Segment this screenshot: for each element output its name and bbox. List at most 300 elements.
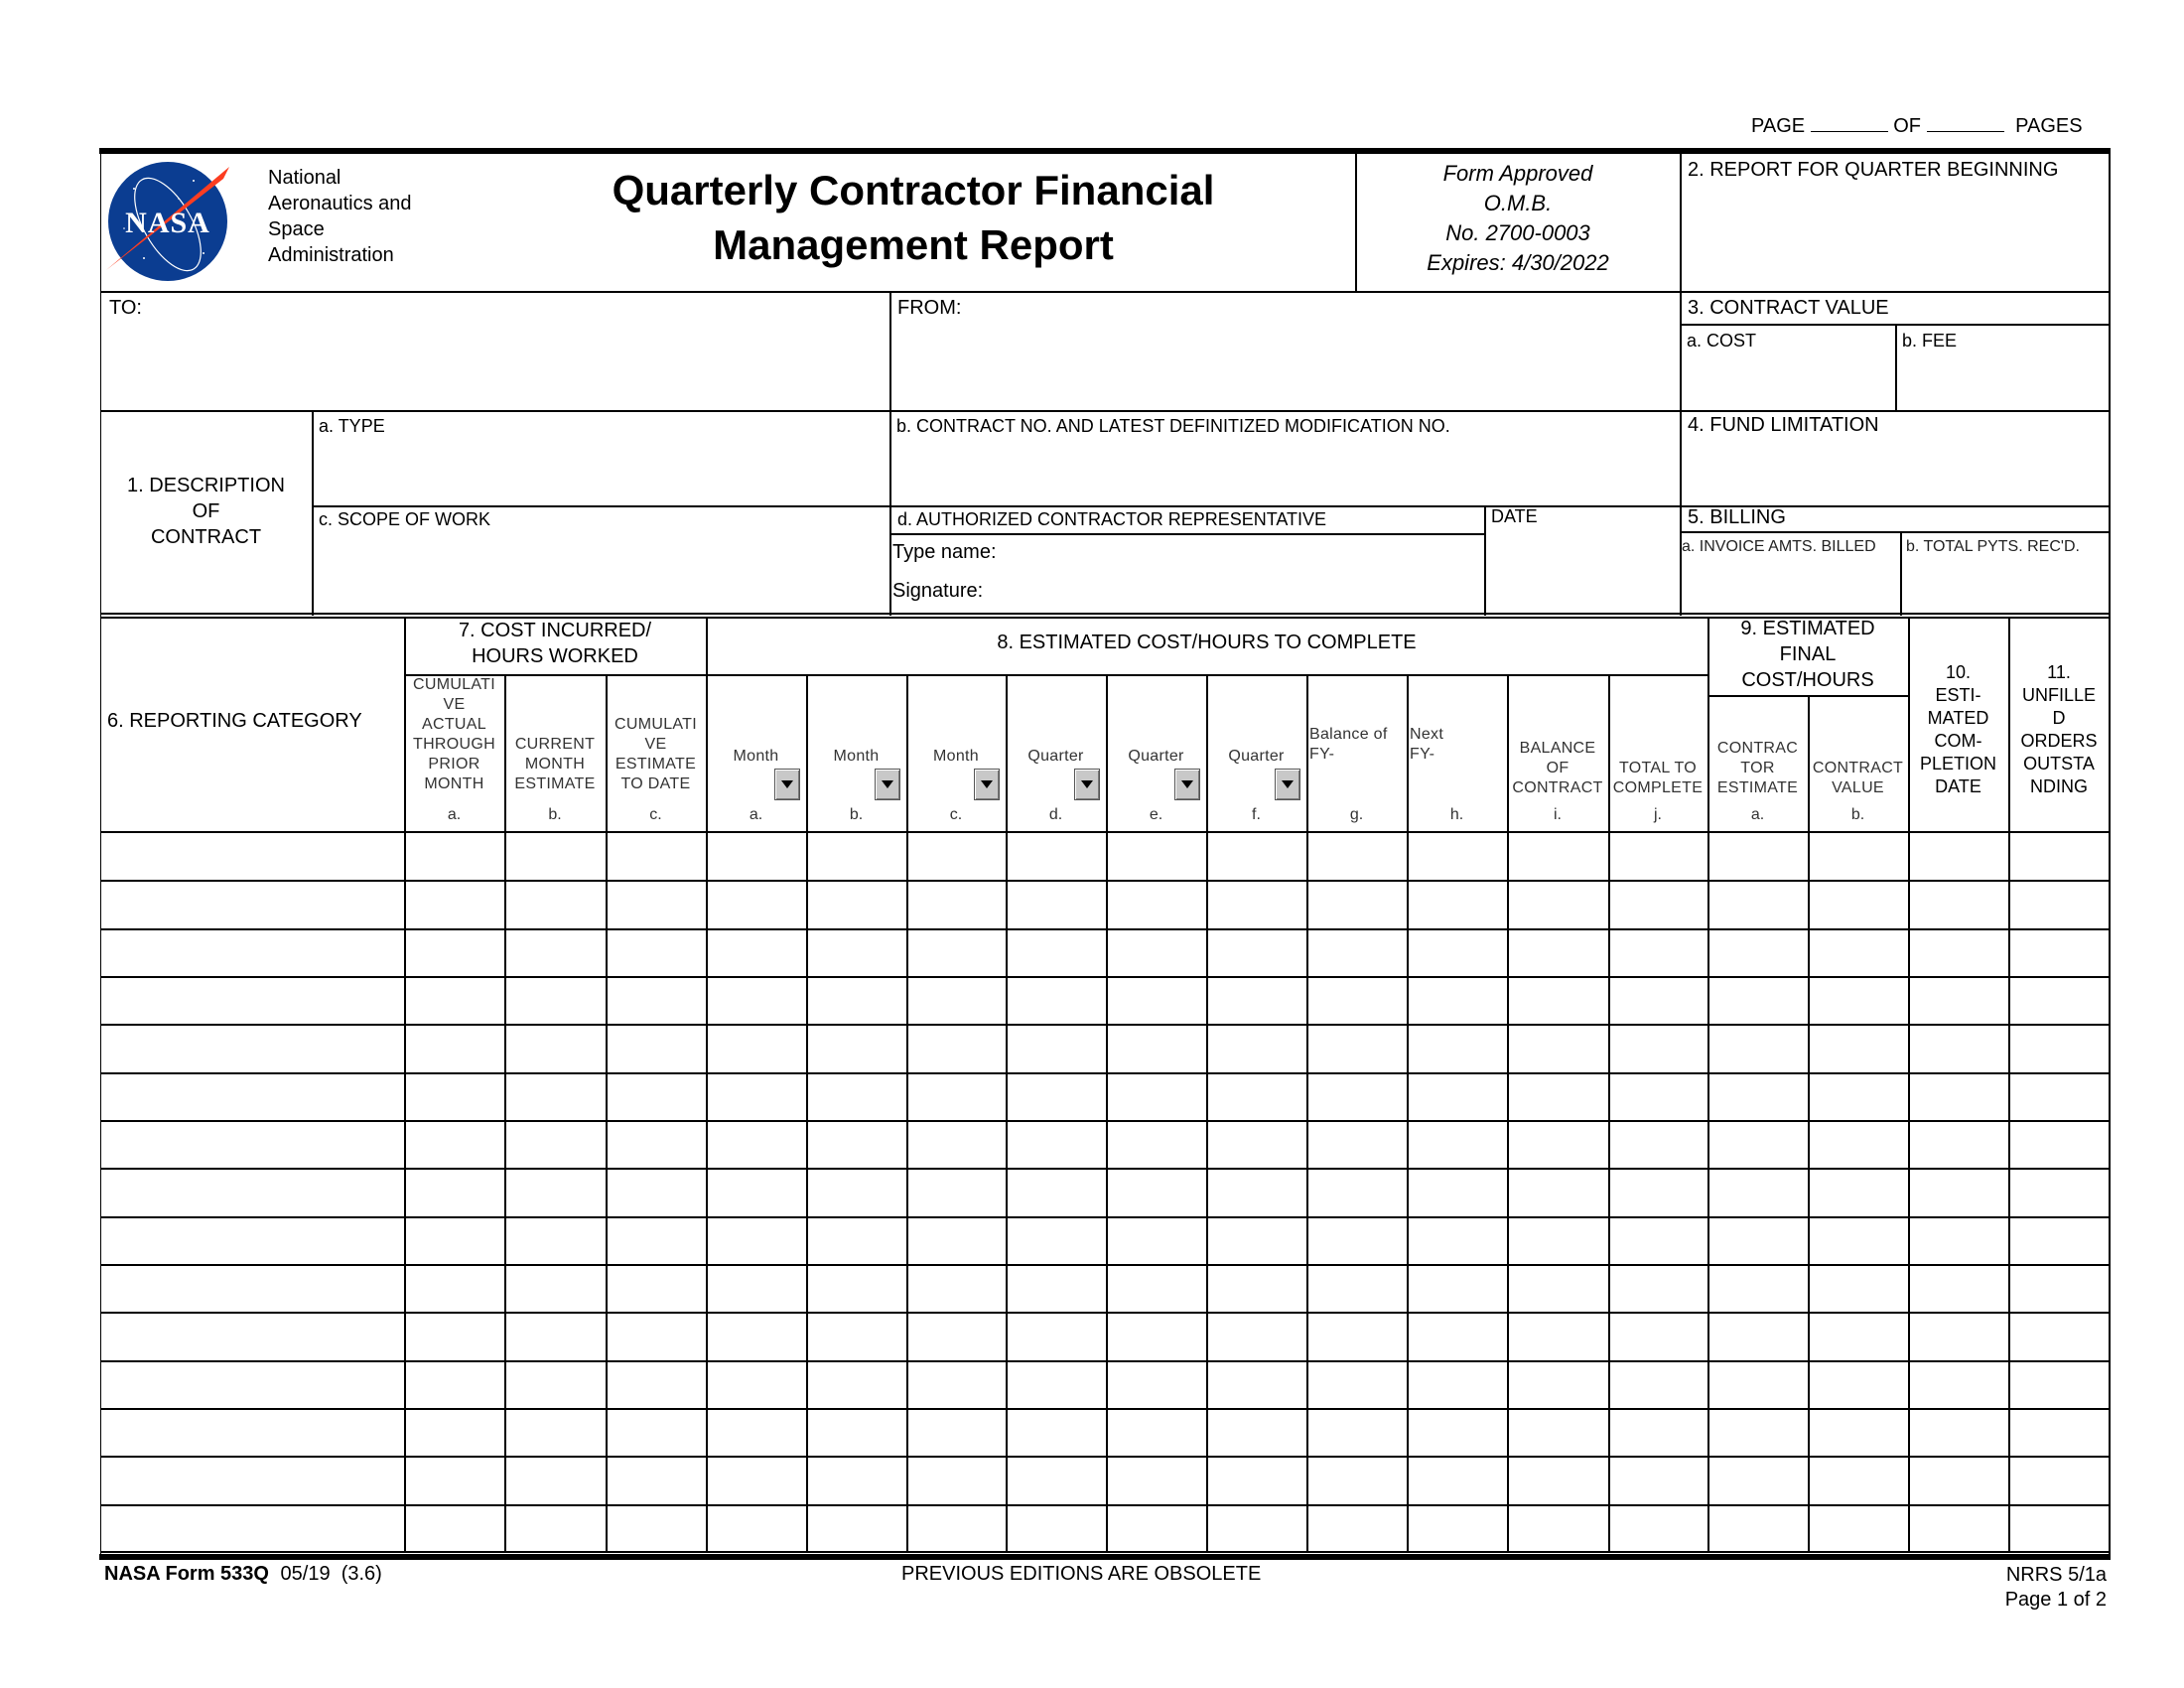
table-cell[interactable] [2008, 1408, 2110, 1456]
table-cell[interactable] [1808, 928, 1908, 976]
table-cell[interactable] [1006, 1408, 1106, 1456]
reporting-category-cell[interactable] [100, 1072, 404, 1120]
col10-line: 10. [1945, 662, 1972, 682]
table-cell[interactable] [706, 1456, 806, 1504]
table-cell[interactable] [1106, 1312, 1206, 1360]
table-cell[interactable] [606, 1168, 706, 1216]
table-cell[interactable] [706, 1264, 806, 1312]
table-cell[interactable] [1608, 976, 1707, 1024]
table-cell[interactable] [404, 1168, 504, 1216]
table-cell[interactable] [1608, 1408, 1707, 1456]
table-cell[interactable] [1908, 1072, 2008, 1120]
table-cell[interactable] [504, 1264, 606, 1312]
table-cell[interactable] [1608, 1504, 1707, 1552]
subheader-label: Next FY- [1410, 726, 1444, 763]
table-cell[interactable] [706, 1024, 806, 1072]
table-cell[interactable] [404, 1024, 504, 1072]
table-cell[interactable] [1507, 1312, 1608, 1360]
table-cell[interactable] [1908, 1456, 2008, 1504]
type-field[interactable] [314, 439, 887, 504]
table-cell[interactable] [806, 1360, 906, 1408]
table-cell[interactable] [1407, 1456, 1507, 1504]
table-cell[interactable] [504, 1456, 606, 1504]
table-cell[interactable] [1106, 1120, 1206, 1168]
table-cell[interactable] [706, 928, 806, 976]
table-cell[interactable] [1707, 1312, 1808, 1360]
table-cell[interactable] [1306, 1504, 1407, 1552]
table-cell[interactable] [1006, 1168, 1106, 1216]
table-cell[interactable] [1808, 1456, 1908, 1504]
table-cell[interactable] [404, 1312, 504, 1360]
table-cell[interactable] [1407, 1072, 1507, 1120]
table-cell[interactable] [1106, 1264, 1206, 1312]
reporting-category-cell[interactable] [100, 1312, 404, 1360]
fee-field[interactable] [1897, 353, 2108, 409]
reporting-category-cell[interactable] [100, 1504, 404, 1552]
table-cell[interactable] [706, 1120, 806, 1168]
table-cell[interactable] [504, 1408, 606, 1456]
table-cell[interactable] [1206, 976, 1306, 1024]
table-cell[interactable] [1006, 1120, 1106, 1168]
fund-limitation-field[interactable] [1682, 439, 2107, 504]
table-cell[interactable] [1507, 1120, 1608, 1168]
table-cell[interactable] [504, 1120, 606, 1168]
table-cell[interactable] [1106, 832, 1206, 880]
table-cell[interactable] [1808, 1504, 1908, 1552]
table-cell[interactable] [1808, 880, 1908, 928]
table-cell[interactable] [1407, 928, 1507, 976]
table-cell[interactable] [404, 880, 504, 928]
table-cell[interactable] [606, 1312, 706, 1360]
table-cell[interactable] [1206, 1456, 1306, 1504]
table-cell[interactable] [404, 832, 504, 880]
table-cell[interactable] [1707, 1264, 1808, 1312]
invoice-field[interactable] [1682, 560, 1897, 614]
table-cell[interactable] [1407, 1168, 1507, 1216]
table-cell[interactable] [1106, 1408, 1206, 1456]
table-cell[interactable] [1106, 1168, 1206, 1216]
table-cell[interactable] [1006, 1312, 1106, 1360]
table-cell[interactable] [606, 1504, 706, 1552]
table-cell[interactable] [1106, 880, 1206, 928]
table-cell[interactable] [1707, 1216, 1808, 1264]
table-cell[interactable] [1608, 1456, 1707, 1504]
table-cell[interactable] [706, 1168, 806, 1216]
dropdown-arrow-icon[interactable] [1074, 769, 1100, 800]
table-cell[interactable] [504, 1072, 606, 1120]
table-cell[interactable] [1106, 976, 1206, 1024]
table-cell[interactable] [1006, 1216, 1106, 1264]
table-cell[interactable] [504, 976, 606, 1024]
table-cell[interactable] [606, 1120, 706, 1168]
reporting-category-cell[interactable] [100, 1408, 404, 1456]
table-cell[interactable] [1407, 1264, 1507, 1312]
table-cell[interactable] [606, 1360, 706, 1408]
table-cell[interactable] [1106, 1456, 1206, 1504]
table-cell[interactable] [1006, 1456, 1106, 1504]
table-cell[interactable] [1707, 1456, 1808, 1504]
to-field[interactable] [102, 322, 887, 409]
table-cell[interactable] [1407, 1504, 1507, 1552]
table-cell[interactable] [504, 1504, 606, 1552]
column-divider [1608, 832, 1610, 1552]
table-cell[interactable] [1507, 1264, 1608, 1312]
table-cell[interactable] [1206, 1216, 1306, 1264]
table-cell[interactable] [1507, 1072, 1608, 1120]
table-cell[interactable] [1707, 832, 1808, 880]
table-cell[interactable] [1306, 1024, 1407, 1072]
table-cell[interactable] [1006, 1264, 1106, 1312]
table-cell[interactable] [1908, 1120, 2008, 1168]
table-cell[interactable] [1306, 1072, 1407, 1120]
reporting-category-cell[interactable] [100, 1216, 404, 1264]
table-cell[interactable] [1407, 832, 1507, 880]
table-cell[interactable] [906, 1072, 1006, 1120]
table-cell[interactable] [1908, 1408, 2008, 1456]
table-cell[interactable] [706, 976, 806, 1024]
table-cell[interactable] [2008, 1360, 2110, 1408]
table-cell[interactable] [1507, 1360, 1608, 1408]
reporting-category-cell[interactable] [100, 928, 404, 976]
table-cell[interactable] [404, 1216, 504, 1264]
reporting-category-cell[interactable] [100, 880, 404, 928]
table-cell[interactable] [2008, 1072, 2110, 1120]
table-cell[interactable] [1707, 1024, 1808, 1072]
table-cell[interactable] [706, 1504, 806, 1552]
table-cell[interactable] [404, 1072, 504, 1120]
table-cell[interactable] [504, 832, 606, 880]
table-cell[interactable] [1908, 1504, 2008, 1552]
type-name-field[interactable] [1003, 537, 1479, 567]
table-cell[interactable] [806, 1312, 906, 1360]
table-cell[interactable] [2008, 928, 2110, 976]
group9-line: COST/HOURS [1741, 669, 1874, 691]
table-cell[interactable] [1908, 880, 2008, 928]
table-cell[interactable] [1608, 832, 1707, 880]
table-cell[interactable] [1206, 1408, 1306, 1456]
table-cell[interactable] [1407, 976, 1507, 1024]
table-cell[interactable] [504, 1168, 606, 1216]
report-quarter-field[interactable] [1682, 185, 2107, 290]
agency-line: Aeronautics and [268, 193, 412, 214]
table-cell[interactable] [1808, 1312, 1908, 1360]
table-cell[interactable] [1707, 928, 1808, 976]
table-cell[interactable] [404, 1504, 504, 1552]
table-cell[interactable] [2008, 1120, 2110, 1168]
table-cell[interactable] [1006, 1504, 1106, 1552]
table-cell[interactable] [1808, 1024, 1908, 1072]
table-cell[interactable] [1507, 880, 1608, 928]
table-cell[interactable] [1908, 928, 2008, 976]
table-cell[interactable] [1407, 1312, 1507, 1360]
table-cell[interactable] [1306, 1408, 1407, 1456]
table-cell[interactable] [1006, 880, 1106, 928]
dropdown-arrow-icon[interactable] [974, 769, 1000, 800]
table-cell[interactable] [706, 1072, 806, 1120]
table-cell[interactable] [1707, 1168, 1808, 1216]
table-cell[interactable] [1808, 1360, 1908, 1408]
table-cell[interactable] [906, 1408, 1006, 1456]
table-cell[interactable] [1006, 1024, 1106, 1072]
table-cell[interactable] [806, 1408, 906, 1456]
table-cell[interactable] [1306, 1216, 1407, 1264]
table-cell[interactable] [1006, 1360, 1106, 1408]
table-cell[interactable] [706, 1216, 806, 1264]
table-cell[interactable] [1306, 1120, 1407, 1168]
table-cell[interactable] [1507, 976, 1608, 1024]
table-cell[interactable] [1808, 1072, 1908, 1120]
reporting-category-cell[interactable] [100, 1120, 404, 1168]
table-cell[interactable] [806, 1072, 906, 1120]
table-cell[interactable] [2008, 1312, 2110, 1360]
table-cell[interactable] [1908, 976, 2008, 1024]
table-cell[interactable] [606, 1024, 706, 1072]
table-cell[interactable] [1808, 1216, 1908, 1264]
table-cell[interactable] [1507, 832, 1608, 880]
table-cell[interactable] [706, 1360, 806, 1408]
table-cell[interactable] [1006, 832, 1106, 880]
table-cell[interactable] [1206, 832, 1306, 880]
table-cell[interactable] [606, 928, 706, 976]
table-cell[interactable] [1608, 1264, 1707, 1312]
table-cell[interactable] [1908, 1360, 2008, 1408]
table-cell[interactable] [806, 976, 906, 1024]
table-cell[interactable] [1707, 880, 1808, 928]
table-cell[interactable] [1106, 1360, 1206, 1408]
table-cell[interactable] [1908, 1264, 2008, 1312]
table-cell[interactable] [2008, 1504, 2110, 1552]
total-pages-field[interactable] [1927, 113, 2004, 132]
table-cell[interactable] [806, 832, 906, 880]
dropdown-arrow-icon[interactable] [1174, 769, 1200, 800]
table-cell[interactable] [404, 928, 504, 976]
table-cell[interactable] [1707, 1072, 1808, 1120]
table-cell[interactable] [1507, 928, 1608, 976]
table-cell[interactable] [504, 1024, 606, 1072]
table-cell[interactable] [504, 880, 606, 928]
from-field[interactable] [891, 322, 1678, 409]
table-cell[interactable] [1306, 1456, 1407, 1504]
reporting-category-cell[interactable] [100, 1360, 404, 1408]
table-cell[interactable] [1507, 1504, 1608, 1552]
table-cell[interactable] [1206, 1312, 1306, 1360]
table-cell[interactable] [1306, 1264, 1407, 1312]
table-cell[interactable] [1106, 1216, 1206, 1264]
table-cell[interactable] [1306, 1168, 1407, 1216]
table-cell[interactable] [606, 1456, 706, 1504]
table-cell[interactable] [606, 1072, 706, 1120]
table-cell[interactable] [1507, 1408, 1608, 1456]
table-cell[interactable] [404, 1408, 504, 1456]
table-cell[interactable] [806, 928, 906, 976]
table-cell[interactable] [1908, 1024, 2008, 1072]
table-cell[interactable] [1608, 1024, 1707, 1072]
table-cell[interactable] [1808, 1120, 1908, 1168]
table-cell[interactable] [1707, 1504, 1808, 1552]
table-cell[interactable] [706, 880, 806, 928]
table-cell[interactable] [906, 1120, 1006, 1168]
table-cell[interactable] [1608, 1312, 1707, 1360]
table-cell[interactable] [1608, 1120, 1707, 1168]
table-cell[interactable] [1306, 928, 1407, 976]
table-cell[interactable] [1608, 1168, 1707, 1216]
table-cell[interactable] [1507, 1168, 1608, 1216]
subheader-line: TO DATE [620, 775, 691, 792]
table-cell[interactable] [906, 1312, 1006, 1360]
table-cell[interactable] [404, 976, 504, 1024]
table-cell[interactable] [1206, 1504, 1306, 1552]
contract-no-field[interactable] [891, 439, 1678, 504]
table-cell[interactable] [1707, 1408, 1808, 1456]
reporting-category-cell[interactable] [100, 1264, 404, 1312]
table-cell[interactable] [906, 1216, 1006, 1264]
table-cell[interactable] [806, 880, 906, 928]
table-cell[interactable] [1206, 1024, 1306, 1072]
table-cell[interactable] [1507, 1456, 1608, 1504]
table-cell[interactable] [1206, 1120, 1306, 1168]
date-field[interactable] [1486, 530, 1678, 614]
dropdown-arrow-icon[interactable] [774, 769, 800, 800]
table-cell[interactable] [1106, 1504, 1206, 1552]
table-cell[interactable] [906, 880, 1006, 928]
table-cell[interactable] [1608, 1360, 1707, 1408]
reporting-category-cell[interactable] [100, 1024, 404, 1072]
table-cell[interactable] [1206, 1264, 1306, 1312]
table-cell[interactable] [1608, 1072, 1707, 1120]
table-cell[interactable] [1908, 1168, 2008, 1216]
table-cell[interactable] [606, 976, 706, 1024]
table-cell[interactable] [1407, 1360, 1507, 1408]
dropdown-arrow-icon[interactable] [875, 769, 900, 800]
table-cell[interactable] [1908, 1312, 2008, 1360]
table-cell[interactable] [606, 1264, 706, 1312]
table-cell[interactable] [2008, 880, 2110, 928]
table-cell[interactable] [404, 1264, 504, 1312]
table-cell[interactable] [906, 1456, 1006, 1504]
table-cell[interactable] [806, 1504, 906, 1552]
reporting-category-cell[interactable] [100, 1456, 404, 1504]
table-cell[interactable] [1006, 928, 1106, 976]
table-cell[interactable] [1407, 1216, 1507, 1264]
table-cell[interactable] [1306, 880, 1407, 928]
table-cell[interactable] [1206, 1072, 1306, 1120]
table-cell[interactable] [1808, 1168, 1908, 1216]
table-cell[interactable] [906, 1168, 1006, 1216]
table-cell[interactable] [806, 1024, 906, 1072]
table-cell[interactable] [1407, 880, 1507, 928]
table-cell[interactable] [906, 1264, 1006, 1312]
reporting-category-cell[interactable] [100, 832, 404, 880]
signature-field[interactable] [993, 574, 1479, 612]
table-cell[interactable] [1306, 1312, 1407, 1360]
scope-field[interactable] [314, 532, 887, 614]
table-cell[interactable] [404, 1456, 504, 1504]
table-cell[interactable] [1206, 1168, 1306, 1216]
table-cell[interactable] [1206, 1360, 1306, 1408]
table-cell[interactable] [1908, 1216, 2008, 1264]
table-cell[interactable] [1407, 1408, 1507, 1456]
table-cell[interactable] [906, 1504, 1006, 1552]
table-cell[interactable] [1306, 976, 1407, 1024]
table-cell[interactable] [1608, 1216, 1707, 1264]
table-cell[interactable] [806, 1120, 906, 1168]
table-cell[interactable] [706, 832, 806, 880]
table-cell[interactable] [1306, 1360, 1407, 1408]
table-cell[interactable] [1707, 1360, 1808, 1408]
table-cell[interactable] [906, 976, 1006, 1024]
table-cell[interactable] [2008, 1168, 2110, 1216]
table-cell[interactable] [806, 1264, 906, 1312]
page-number-field[interactable] [1811, 113, 1888, 132]
col10-line: MATED [1927, 708, 1989, 728]
subheader-line: TOR [1740, 760, 1775, 776]
table-cell[interactable] [2008, 1264, 2110, 1312]
table-cell[interactable] [606, 1408, 706, 1456]
table-cell[interactable] [404, 1120, 504, 1168]
table-cell[interactable] [504, 928, 606, 976]
table-cell[interactable] [1507, 1216, 1608, 1264]
table-cell[interactable] [706, 1312, 806, 1360]
table-cell[interactable] [1407, 1024, 1507, 1072]
table-cell[interactable] [1707, 976, 1808, 1024]
table-cell[interactable] [1507, 1024, 1608, 1072]
table-cell[interactable] [706, 1408, 806, 1456]
table-cell[interactable] [1608, 928, 1707, 976]
table-cell[interactable] [606, 880, 706, 928]
reporting-category-cell[interactable] [100, 1168, 404, 1216]
table-cell[interactable] [1006, 976, 1106, 1024]
table-cell[interactable] [806, 1216, 906, 1264]
table-cell[interactable] [806, 1456, 906, 1504]
table-cell[interactable] [606, 832, 706, 880]
table-cell[interactable] [906, 1024, 1006, 1072]
reporting-category-cell[interactable] [100, 976, 404, 1024]
table-cell[interactable] [906, 1360, 1006, 1408]
table-cell[interactable] [1808, 976, 1908, 1024]
table-cell[interactable] [906, 928, 1006, 976]
table-cell[interactable] [1106, 928, 1206, 976]
table-cell[interactable] [1808, 1264, 1908, 1312]
table-cell[interactable] [1306, 832, 1407, 880]
table-cell[interactable] [1808, 1408, 1908, 1456]
table-cell[interactable] [2008, 976, 2110, 1024]
table-cell[interactable] [1707, 1120, 1808, 1168]
table-cell[interactable] [504, 1216, 606, 1264]
table-cell[interactable] [1407, 1120, 1507, 1168]
table-cell[interactable] [906, 832, 1006, 880]
table-cell[interactable] [2008, 1216, 2110, 1264]
cost-field[interactable] [1682, 353, 1892, 409]
table-cell[interactable] [806, 1168, 906, 1216]
table-cell[interactable] [1608, 880, 1707, 928]
table-cell[interactable] [1006, 1072, 1106, 1120]
table-cell[interactable] [1908, 832, 2008, 880]
table-cell[interactable] [1808, 832, 1908, 880]
dropdown-arrow-icon[interactable] [1275, 769, 1300, 800]
table-cell[interactable] [2008, 1024, 2110, 1072]
table-cell[interactable] [1106, 1024, 1206, 1072]
table-cell[interactable] [606, 1216, 706, 1264]
table-cell[interactable] [2008, 1456, 2110, 1504]
table-cell[interactable] [1206, 880, 1306, 928]
table-cell[interactable] [504, 1312, 606, 1360]
table-cell[interactable] [2008, 832, 2110, 880]
table-cell[interactable] [404, 1360, 504, 1408]
table-cell[interactable] [504, 1360, 606, 1408]
payments-field[interactable] [1902, 560, 2108, 614]
table-cell[interactable] [1106, 1072, 1206, 1120]
table-cell[interactable] [1206, 928, 1306, 976]
